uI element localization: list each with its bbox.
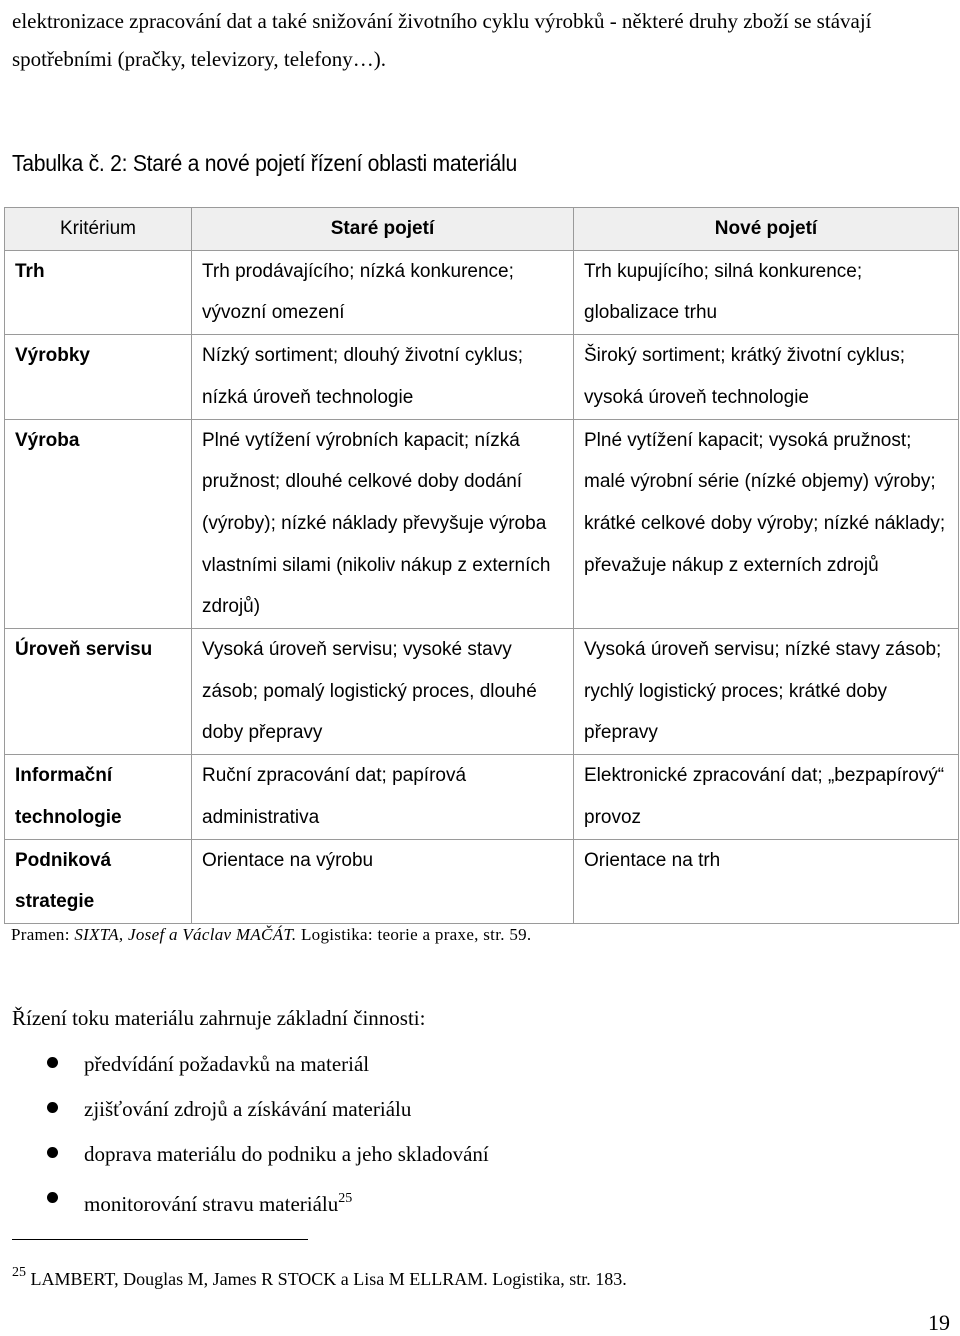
footnote-number: 25 bbox=[12, 1265, 26, 1280]
bullet-icon bbox=[47, 1192, 58, 1203]
list-item bbox=[40, 1178, 489, 1223]
new-concept-cell: Orientace na trh bbox=[574, 839, 959, 923]
criterion-cell: Trh bbox=[5, 250, 192, 334]
table-row bbox=[5, 839, 959, 923]
old-concept-cell: Ruční zpracování dat; papírová administrativa bbox=[192, 755, 574, 839]
old-concept-cell: Trh prodávajícího; nízká konkurence; vývozní omezení bbox=[192, 250, 574, 334]
criterion-cell: Výroba bbox=[5, 419, 192, 629]
header-criterion: Kritérium bbox=[5, 208, 192, 251]
new-concept-cell: Trh kupujícího; silná konkurence; globalizace trhu bbox=[574, 250, 959, 334]
intro-paragraph: elektronizace zpracování dat a také snižování životního cyklu výrobků - některé druhy zboží se stávají spotřebními (pračky, televizory, telefony…). bbox=[12, 9, 872, 71]
bullet-icon bbox=[47, 1057, 58, 1068]
old-concept-cell: Nízký sortiment; dlouhý životní cyklus; nízká úroveň technologie bbox=[192, 335, 574, 419]
header-old-concept: Staré pojetí bbox=[192, 208, 574, 251]
header-new-concept: Nové pojetí bbox=[574, 208, 959, 251]
footnote-separator bbox=[12, 1239, 308, 1240]
lead-paragraph: Řízení toku materiálu zahrnuje základní činnosti: bbox=[12, 1006, 426, 1030]
list-item-text: monitorování stravu materiálu bbox=[84, 1192, 339, 1216]
table-row bbox=[5, 629, 959, 755]
page-number: 19 bbox=[928, 1310, 950, 1335]
criterion-cell: Podniková strategie bbox=[5, 839, 192, 923]
list-item-text: doprava materiálu do podniku a jeho skladování bbox=[84, 1142, 489, 1166]
bullet-icon bbox=[47, 1147, 58, 1158]
list-item bbox=[40, 1088, 489, 1133]
table-source bbox=[11, 925, 531, 945]
table-row bbox=[5, 755, 959, 839]
bullet-icon bbox=[47, 1102, 58, 1113]
footnote-text: LAMBERT, Douglas M, James R STOCK a Lisa M ELLRAM. Logistika, str. 183. bbox=[26, 1269, 627, 1289]
list-item-text: zjišťování zdrojů a získávání materiálu bbox=[84, 1097, 412, 1121]
list-item bbox=[40, 1043, 489, 1088]
new-concept-cell: Široký sortiment; krátký životní cyklus; vysoká úroveň technologie bbox=[574, 335, 959, 419]
list-item bbox=[40, 1133, 489, 1178]
footnote bbox=[12, 1265, 627, 1290]
new-concept-cell: Elektronické zpracování dat; „bezpapírový“ provoz bbox=[574, 755, 959, 839]
table-row bbox=[5, 335, 959, 419]
table-row bbox=[5, 250, 959, 334]
table-row bbox=[5, 419, 959, 629]
activities-list bbox=[40, 1043, 489, 1223]
old-concept-cell: Orientace na výrobu bbox=[192, 839, 574, 923]
criterion-cell: Informační technologie bbox=[5, 755, 192, 839]
source-title: Logistika: teorie a praxe, str. 59. bbox=[296, 925, 532, 944]
old-concept-cell: Plné vytížení výrobních kapacit; nízká pružnost; dlouhé celkové doby dodání (výroby); nízké náklady převyšuje výroba vlastními silami (nikoliv nákup z externích zdrojů) bbox=[192, 419, 574, 629]
table-caption: Tabulka č. 2: Staré a nové pojetí řízení oblasti materiálu bbox=[12, 150, 518, 176]
criterion-cell: Úroveň servisu bbox=[5, 629, 192, 755]
footnote-reference[interactable]: 25 bbox=[338, 1191, 353, 1206]
source-prefix: Pramen: bbox=[11, 925, 75, 944]
old-concept-cell: Vysoká úroveň servisu; vysoké stavy zásob; pomalý logistický proces, dlouhé doby přepravy bbox=[192, 629, 574, 755]
criterion-cell: Výrobky bbox=[5, 335, 192, 419]
material-management-table bbox=[4, 207, 959, 924]
table-header-row bbox=[5, 208, 959, 251]
list-item-text: předvídání požadavků na materiál bbox=[84, 1052, 370, 1076]
new-concept-cell: Vysoká úroveň servisu; nízké stavy zásob; rychlý logistický proces; krátké doby přepravy bbox=[574, 629, 959, 755]
source-authors: SIXTA, Josef a Václav MAČÁT. bbox=[74, 925, 297, 944]
new-concept-cell: Plné vytížení kapacit; vysoká pružnost; malé výrobní série (nízké objemy) výroby; krátké celkové doby výroby; nízké náklady; převažuje nákup z externích zdrojů bbox=[574, 419, 959, 629]
